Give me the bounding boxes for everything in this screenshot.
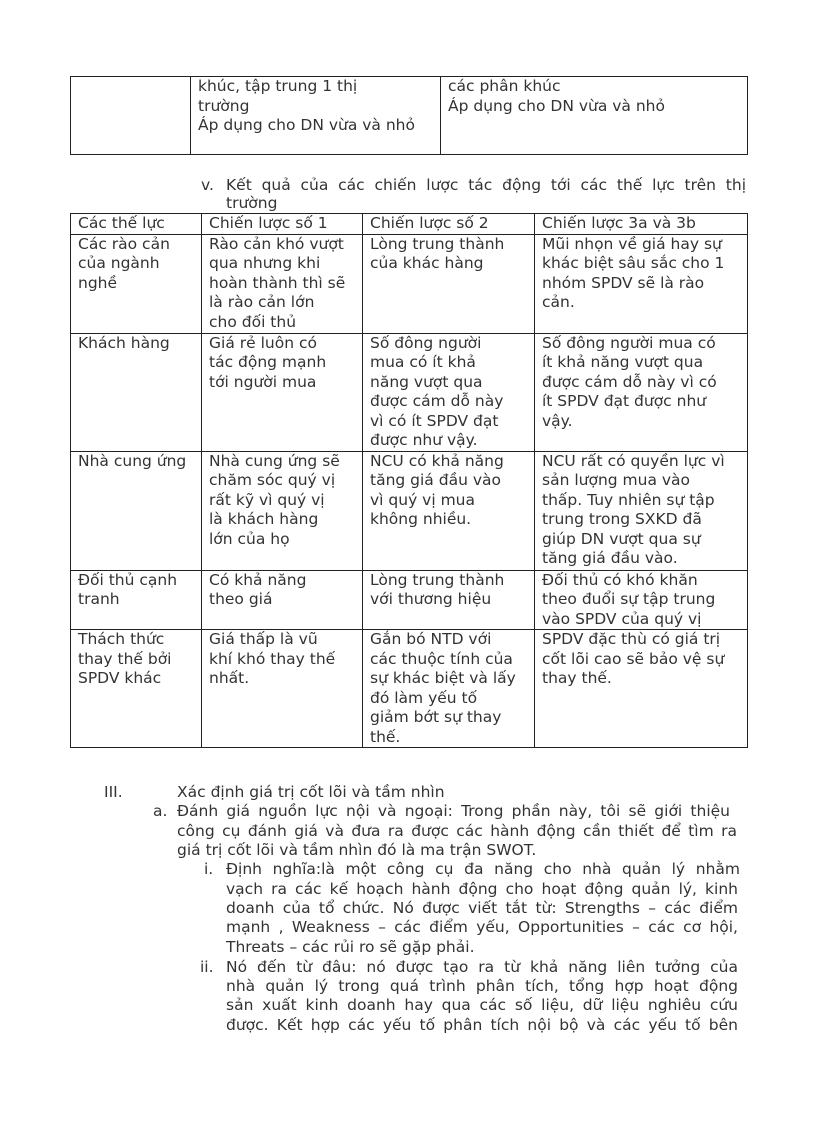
item-ii-line: nhà quản lý trong quá trình phân tích, tổng hợp hoạt động bbox=[226, 977, 738, 995]
item-ii-line: được. Kết hợp các yếu tố phân tích nội bộ và các yếu tố bên bbox=[226, 1016, 738, 1034]
table-cell bbox=[71, 77, 191, 155]
table-cell: Số đông người mua có ít khả năng vượt qua được cám dỗ này vì có ít SPDV đạt được như vậy. bbox=[535, 333, 748, 451]
table-cell: Nhà cung ứng bbox=[71, 451, 202, 570]
item-i-line: vạch ra các kế hoạch hành động cho hoạt động quản lý, kinh bbox=[226, 880, 738, 898]
table-row bbox=[71, 333, 748, 451]
table-cell: Mũi nhọn về giá hay sự khác biệt sâu sắc cho 1 nhóm SPDV sẽ là rào cản. bbox=[535, 234, 748, 333]
table-row bbox=[71, 630, 748, 748]
table-cell: Đối thủ cạnh tranh bbox=[71, 570, 202, 630]
top-table bbox=[70, 76, 748, 155]
table-header-cell: Chiến lược số 2 bbox=[363, 214, 535, 235]
table-cell: Các rào cản của ngành nghề bbox=[71, 234, 202, 333]
table-cell: Đối thủ có khó khăn theo đuổi sự tập trung vào SPDV của quý vị bbox=[535, 570, 748, 630]
table-row bbox=[71, 234, 748, 333]
item-a-line: Đánh giá nguồn lực nội và ngoại: Trong phần này, tôi sẽ giới thiệu bbox=[177, 802, 730, 820]
section-v-heading-line1: Kết quả của các chiến lược tác động tới các thế lực trên thị bbox=[226, 176, 746, 194]
item-i-line: doanh của tổ chức. Nó được viết tắt từ: Strengths – các điểm bbox=[226, 899, 738, 917]
table-header-cell: Chiến lược số 1 bbox=[202, 214, 363, 235]
item-a-line: công cụ đánh giá và đưa ra được các hành động cần thiết để tìm ra bbox=[177, 822, 737, 840]
item-i-marker: i. bbox=[204, 860, 214, 878]
table-header-cell: Các thế lực bbox=[71, 214, 202, 235]
strategy-table bbox=[70, 213, 748, 748]
table-cell: Khách hàng bbox=[71, 333, 202, 451]
item-ii-line: sản xuất kinh doanh hay qua các số liệu, dữ liệu nghiêu cứu bbox=[226, 996, 738, 1014]
table-cell: NCU rất có quyền lực vì sản lượng mua vào thấp. Tuy nhiên sự tập trung trong SXKD đã giúp DN vượt qua sự tăng giá đầu vào. bbox=[535, 451, 748, 570]
table-cell: Rào cản khó vượt qua nhưng khi hoàn thành thì sẽ là rào cản lớn cho đối thủ bbox=[202, 234, 363, 333]
item-a-marker: a. bbox=[153, 802, 168, 820]
table-cell: Lòng trung thành với thương hiệu bbox=[363, 570, 535, 630]
item-i-line: Định nghĩa:là một công cụ đa năng cho nhà quản lý nhằm bbox=[226, 860, 740, 878]
table-cell: Có khả năng theo giá bbox=[202, 570, 363, 630]
table-cell: Thách thức thay thế bởi SPDV khác bbox=[71, 630, 202, 748]
table-header-cell: Chiến lược 3a và 3b bbox=[535, 214, 748, 235]
section-III-title: Xác định giá trị cốt lõi và tầm nhìn bbox=[177, 783, 445, 801]
section-v-marker: v. bbox=[201, 176, 214, 194]
table-row bbox=[71, 451, 748, 570]
table-cell: Giá thấp là vũ khí khó thay thế nhất. bbox=[202, 630, 363, 748]
table-header-row bbox=[71, 214, 748, 235]
table-cell: khúc, tập trung 1 thị trường Áp dụng cho DN vừa và nhỏ bbox=[191, 77, 441, 155]
table-cell: Lòng trung thành của khác hàng bbox=[363, 234, 535, 333]
item-a-line: giá trị cốt lõi và tầm nhìn đó là ma trận SWOT. bbox=[177, 841, 537, 859]
table-cell: Nhà cung ứng sẽ chăm sóc quý vị rất kỹ vì quý vị là khách hàng lớn của họ bbox=[202, 451, 363, 570]
table-cell: SPDV đặc thù có giá trị cốt lõi cao sẽ bảo vệ sự thay thế. bbox=[535, 630, 748, 748]
item-ii-marker: ii. bbox=[200, 958, 214, 976]
item-i-line: Threats – các rủi ro sẽ gặp phải. bbox=[226, 938, 475, 956]
item-i-line: mạnh , Weakness – các điểm yếu, Opportunities – các cơ hội, bbox=[226, 918, 738, 936]
item-ii-line: Nó đến từ đâu: nó được tạo ra từ khả năng liên tưởng của bbox=[226, 958, 738, 976]
section-v-heading-line2: trường bbox=[226, 194, 278, 212]
table-row bbox=[71, 570, 748, 630]
table-cell: Giá rẻ luôn có tác động mạnh tới người mua bbox=[202, 333, 363, 451]
table-cell: các phân khúc Áp dụng cho DN vừa và nhỏ bbox=[441, 77, 748, 155]
section-III-marker: III. bbox=[104, 783, 123, 801]
table-cell: NCU có khả năng tăng giá đầu vào vì quý vị mua không nhiều. bbox=[363, 451, 535, 570]
table-row bbox=[71, 77, 748, 155]
table-cell: Số đông người mua có ít khả năng vượt qua được cám dỗ này vì có ít SPDV đạt được như vậy. bbox=[363, 333, 535, 451]
table-cell: Gắn bó NTD với các thuộc tính của sự khác biệt và lấy đó làm yếu tố giảm bớt sự thay thế. bbox=[363, 630, 535, 748]
